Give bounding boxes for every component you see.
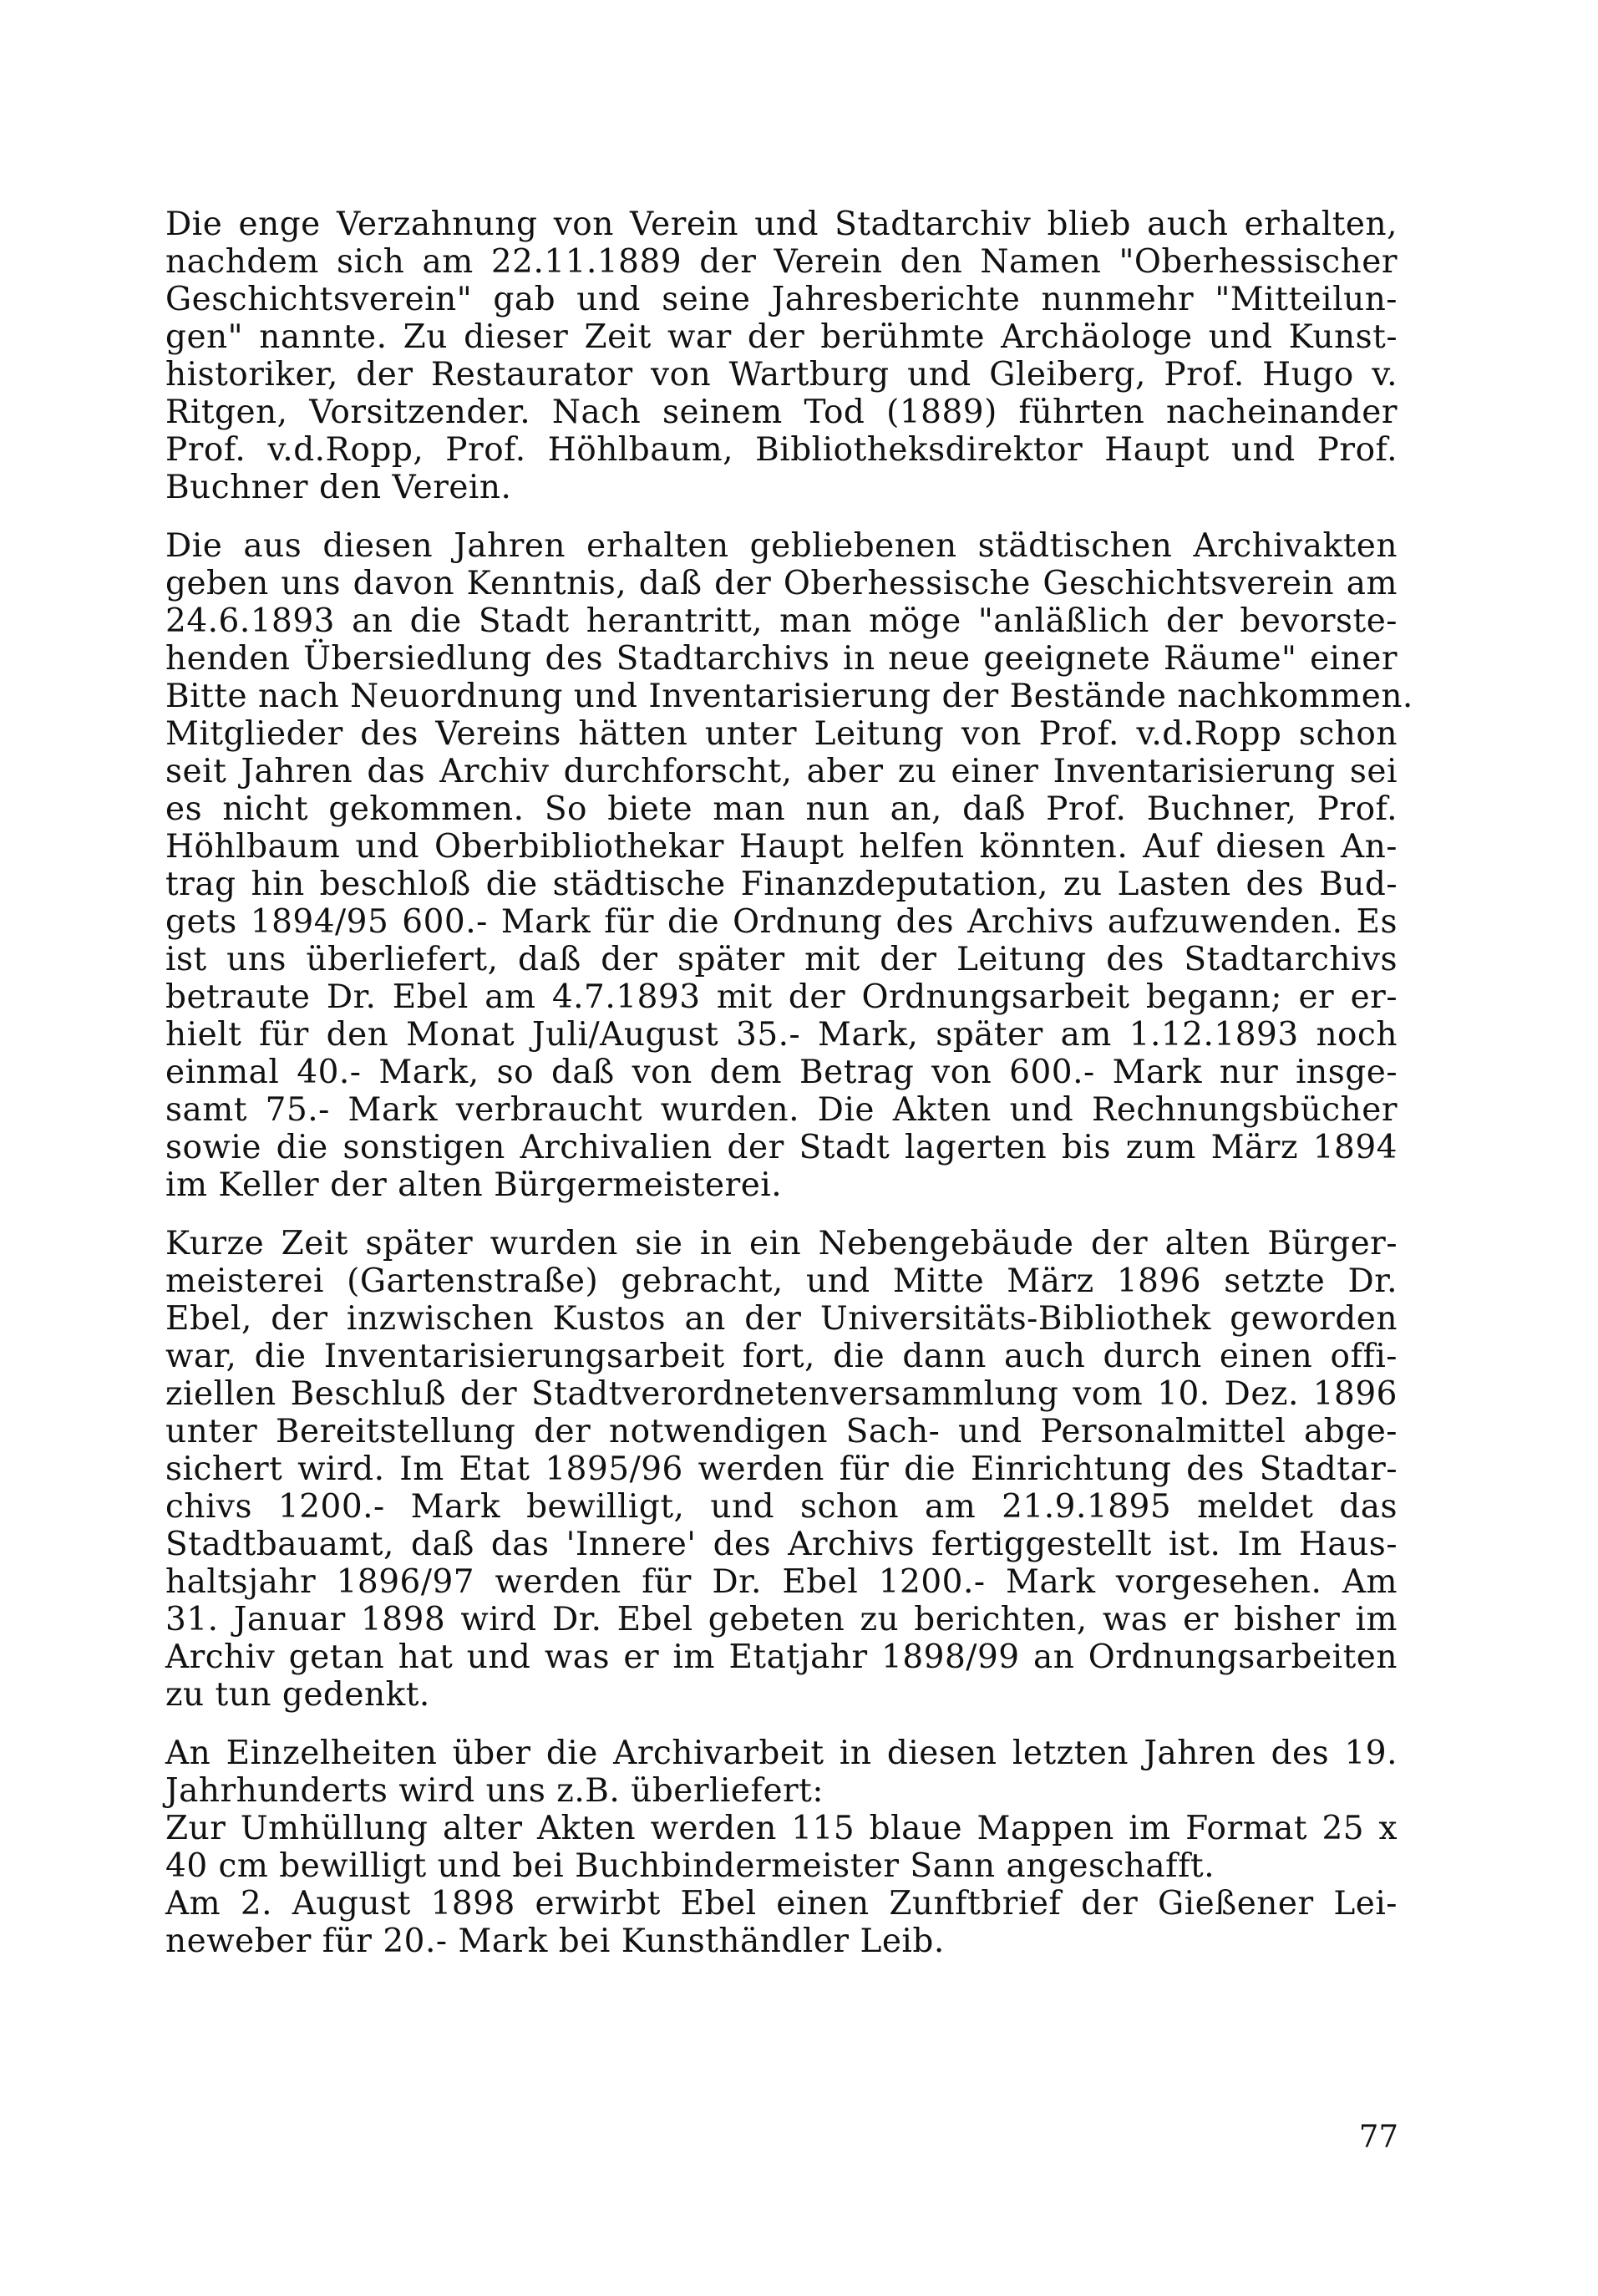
text-line: zu tun gedenkt.: [165, 1676, 430, 1714]
text-line: Jahrhunderts wird uns z.B. überliefert:: [165, 1772, 824, 1810]
text-line: es nicht gekommen. So biete man nun an, daß Prof. Buchner, Prof.: [165, 790, 1398, 828]
paragraph-2: [165, 527, 1413, 1204]
text-line: war, die Inventarisierungsarbeit fort, die dann auch durch einen offi-: [165, 1338, 1398, 1375]
text-line: 40 cm bewilligt und bei Buchbindermeister Sann angeschafft.: [165, 1847, 1215, 1885]
text-line: henden Übersiedlung des Stadtarchivs in neue geeignete Räume" einer: [165, 640, 1398, 678]
text-line: gen" nannte. Zu dieser Zeit war der berühmte Archäologe und Kunst-: [165, 318, 1398, 356]
text-line: Ritgen, Vorsitzender. Nach seinem Tod (1889) führten nacheinander: [165, 394, 1398, 431]
text-line: seit Jahren das Archiv durchforscht, aber zu einer Inventarisierung sei: [165, 753, 1398, 790]
text-line: Höhlbaum und Oberbibliothekar Haupt helfen könnten. Auf diesen An-: [165, 828, 1398, 866]
text-line: 24.6.1893 an die Stadt herantritt, man möge "anläßlich der bevorste-: [165, 602, 1398, 640]
text-line: Prof. v.d.Ropp, Prof. Höhlbaum, Bibliotheksdirektor Haupt und Prof.: [165, 431, 1398, 469]
paragraph-4: [165, 1735, 1398, 1810]
text-line: historiker, der Restaurator von Wartburg und Gleiberg, Prof. Hugo v.: [165, 356, 1398, 394]
text-line: im Keller der alten Bürgermeisterei.: [165, 1166, 783, 1204]
text-line: ziellen Beschluß der Stadtverordnetenversammlung vom 10. Dez. 1896: [165, 1375, 1398, 1413]
text-line: ist uns überliefert, daß der später mit der Leitung des Stadtarchivs: [165, 941, 1398, 978]
text-line: chivs 1200.- Mark bewilligt, und schon am 21.9.1895 meldet das: [165, 1488, 1398, 1526]
text-line: Buchner den Verein.: [165, 469, 512, 506]
text-line: Geschichtsverein" gab und seine Jahresberichte nunmehr "Mitteilun-: [165, 281, 1398, 318]
text-line: Stadtbauamt, daß das 'Innere' des Archivs fertiggestellt ist. Im Haus-: [165, 1526, 1398, 1563]
paragraph-6: [165, 1885, 1398, 1960]
text-line: nachdem sich am 22.11.1889 der Verein den Namen "Oberhessischer: [165, 243, 1398, 281]
text-line: An Einzelheiten über die Archivarbeit in diesen letzten Jahren des 19.: [165, 1735, 1398, 1772]
paragraph-3: [165, 1225, 1398, 1714]
text-line: sowie die sonstigen Archivalien der Stadt lagerten bis zum März 1894: [165, 1129, 1398, 1166]
text-line: hielt für den Monat Juli/August 35.- Mark, später am 1.12.1893 noch: [165, 1016, 1398, 1054]
paragraph-1: [165, 206, 1398, 506]
paragraph-5: [165, 1810, 1398, 1885]
text-line: Archiv getan hat und was er im Etatjahr 1898/99 an Ordnungsarbeiten: [165, 1638, 1398, 1676]
page-number: 77: [1358, 2119, 1398, 2155]
text-line: neweber für 20.- Mark bei Kunsthändler Leib.: [165, 1923, 945, 1960]
text-line: geben uns davon Kenntnis, daß der Oberhessische Geschichtsverein am: [165, 565, 1398, 602]
text-line: Die aus diesen Jahren erhalten gebliebenen städtischen Archivakten: [165, 527, 1398, 565]
text-line: Mitglieder des Vereins hätten unter Leitung von Prof. v.d.Ropp schon: [165, 715, 1398, 753]
text-line: unter Bereitstellung der notwendigen Sach- und Personalmittel abge-: [165, 1413, 1398, 1450]
text-line: Zur Umhüllung alter Akten werden 115 blaue Mappen im Format 25 x: [165, 1810, 1398, 1847]
body-text: [165, 206, 1413, 1960]
text-line: meisterei (Gartenstraße) gebracht, und Mitte März 1896 setzte Dr.: [165, 1262, 1398, 1300]
text-line: betraute Dr. Ebel am 4.7.1893 mit der Ordnungsarbeit begann; er er-: [165, 978, 1398, 1016]
text-line: samt 75.- Mark verbraucht wurden. Die Akten und Rechnungsbücher: [165, 1091, 1398, 1129]
text-line: Bitte nach Neuordnung und Inventarisierung der Bestände nachkommen.: [165, 678, 1413, 715]
text-line: Die enge Verzahnung von Verein und Stadtarchiv blieb auch erhalten,: [165, 206, 1398, 243]
text-line: Ebel, der inzwischen Kustos an der Universitäts-Bibliothek geworden: [165, 1300, 1398, 1338]
text-line: trag hin beschloß die städtische Finanzdeputation, zu Lasten des Bud-: [165, 866, 1398, 903]
text-line: Am 2. August 1898 erwirbt Ebel einen Zunftbrief der Gießener Lei-: [165, 1885, 1398, 1923]
text-line: haltsjahr 1896/97 werden für Dr. Ebel 1200.- Mark vorgesehen. Am: [165, 1563, 1398, 1601]
text-line: sichert wird. Im Etat 1895/96 werden für die Einrichtung des Stadtar-: [165, 1450, 1398, 1488]
text-line: einmal 40.- Mark, so daß von dem Betrag von 600.- Mark nur insge-: [165, 1054, 1398, 1091]
text-line: Kurze Zeit später wurden sie in ein Nebengebäude der alten Bürger-: [165, 1225, 1398, 1262]
text-line: 31. Januar 1898 wird Dr. Ebel gebeten zu berichten, was er bisher im: [165, 1601, 1398, 1638]
text-line: gets 1894/95 600.- Mark für die Ordnung des Archivs aufzuwenden. Es: [165, 903, 1398, 941]
